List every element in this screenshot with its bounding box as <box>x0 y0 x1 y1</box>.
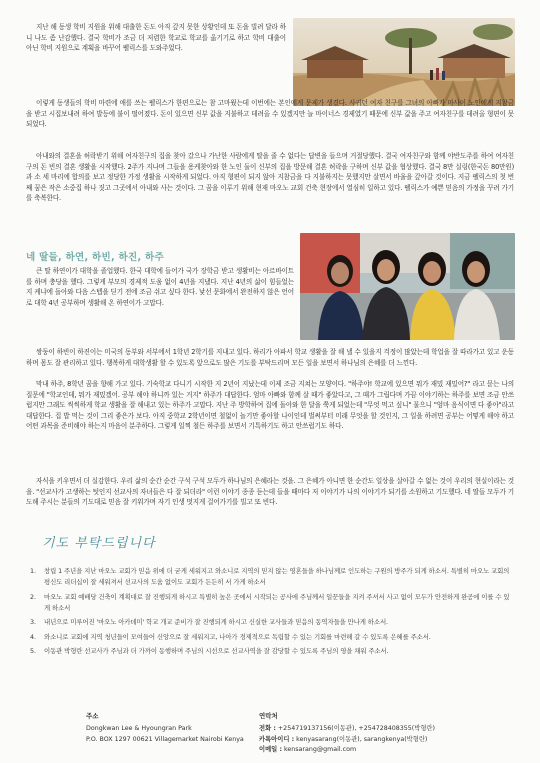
prayer-item: 5. 이동관 박형란 선교사가 주님과 더 가까이 동행하며 주님의 시선으로 선교사역을 잘 감당할 수 있도록 주님의 영을 채워 주소서. <box>30 646 389 655</box>
prayer-item: 2. 마오노 교회 예배당 건축이 계획대로 잘 진행되게 하시고 특별히 높은 곳에서 시작되는 공사에 주님께서 일꾼들을 지켜 주셔서 사고 없이 모두가 안전하게 완공에 이를 수 있게 하소서 <box>30 592 510 612</box>
section-heading-daughters: 네 딸들, 하연, 하빈, 하진, 하주 <box>26 252 164 263</box>
contact-email: 이메일 : kensarang@gmail.com <box>259 746 357 753</box>
paragraph-twins: 쌍둥이 하빈이 하진이는 미국의 동부와 서부에서 1학년 2학기를 지내고 있다. 하리가 아파서 학교 생활을 잘 해 낼 수 있을지 걱정이 많았는데 학업을 잘 따라가고 있고 운동하며 몸도 잘 관리하고 있다. 행복하게 대학생활 할 수 있도록 앞으로도 많은 기도를 부탁드리며 모든 일을 보면서 하나님의 은혜를 더 느낀다. <box>26 348 514 367</box>
prayer-item: 1. 창립 1 주년을 지난 마오노 교회가 믿음 위에 더 굳게 세워지고 와소니로 지역의 믿지 않는 영혼들을 하나님께로 인도하는 구원의 방주가 되게 하소서. 특별히 마오노 교회의 평신도 리더십이 잘 세워져서 선교사의 도움 없이도 교회가 든든히 서 가게 하소서 <box>30 567 510 587</box>
daughters-photo-art <box>300 233 515 340</box>
paragraph-felix-tuition: 지난 해 동생 학비 지원을 위해 대출한 돈도 아직 갚지 못한 상황인데 또 돈을 빌려 달라 하니 나도 좀 난감했다. 결국 학비가 조금 더 저렴한 학교로 학교를 옮기기로 하고 학비 대출이 아닌 학비 지원으로 계획을 바꾸어 펠릭스를 도와주었다. <box>26 23 286 53</box>
contact-label: 연락처 <box>259 712 278 720</box>
contact-block <box>259 724 529 756</box>
prayer-item: 4. 와소니로 교회에 지역 청년들이 모여들어 신앙으로 잘 세워지고, 나아가 경제적으로 독립할 수 있는 기회를 마련해 갈 수 있도록 은혜를 주소서. <box>30 632 431 641</box>
address-line-name: Dongkwan Lee & Hyoungran Park <box>86 725 192 732</box>
contact-kakao: 카톡아이디 : kenyasarang(이동관), sarangkenya(박형란) <box>259 735 428 743</box>
village-photo-art <box>293 18 515 106</box>
prayer-request-title: 기도 부탁드립니다 <box>42 536 156 551</box>
daughters-photo <box>300 233 515 340</box>
paragraph-felix-marriage: 아내와의 결혼을 허락받기 위해 여자친구의 집을 찾아 갔으나 가난한 사람에게 딸을 줄 수 없다는 답변을 들으며 거절당했다. 결국 여자친구와 함께 야반도주를 하여 여자친구의 돈 빈의 결혼 생활을 시작했다. 2주가 지나며 그들을 용케찾아와 한 노인 둘이 신부의 집을 방문해 결혼 허락을 구하며 신부 값을 협상했다. 결국 8만 실링(한국돈 80만원)과 소 세 마리에 합의를 보고 정당한 가정 생활을 시작하게 되었다. 아직 형편이 되지 않아 지참금을 다 지불하지는 못했지만 살면서 바울을 갚아갈 것이다. 지금 펠릭스의 첫 번째 꿈은 작은 소중집 하나 짓고 그곳에서 아내와 사는 것이다. 그 꿈을 이루기 위해 현재 마오노 교회 건축 현장에서 열심히 일하고 있다. 펠릭스가 예쁜 믿음의 가정을 꾸려 가기를 축복한다. <box>26 152 514 203</box>
paragraph-grace: 자식을 키우면서 더 실감한다. 우리 삶의 순간 순간 구석 구석 모두가 하나님의 은혜라는 것을. 그 은혜가 아니면 한 순간도 일상을 살아갈 수 없는 것이 우리의 현실이라는 것을. "선교사가 고생하는 텃인지 선교사의 자녀들은 다 잘 되더라" 이런 이야기 종종 듣는데 들을 때마다 저 이야기가 나의 이야기가 되기를 소원하고 기도했다. 네 딸들 모두가 기도해 주시는 분들의 기도대로 믿음 잘 키워가며 자기 인생 멋지게 걸어가기를 빌고 또 빈다. <box>26 477 514 507</box>
paragraph-felix-girlfriend: 이렇게 동생들의 학비 마련에 애를 쓰는 펠릭스가 한편으로는 참 고마웠는데 이번에는 본인에게 문제가 생겼다. 사귀던 여자 친구를 그녀의 아빠가 마사이 노인에게 지참금을 받고 시집보내려 하여 발등에 불이 떨어졌다. 돈이 있으면 신부 값을 지불하고 데려올 수 있겠지만 늘 마이너스 경제였기 때문에 신부 값을 주고 여자친구를 데려올 형편이 못 되었다. <box>26 99 514 129</box>
paragraph-haju: 막내 하주, 8학년 꿈을 향해 가고 있다. 기숙학교 다니기 시작한 지 2년이 지났는데 이제 조금 지쳐는 모양이다. "하주야! 학교에 있으면 뭐가 재밌 재밌어?" 라고 묻는 나의 질문에 "학교인데, 뭐가 재밌겠어. 공부 해야 하니까 있는 거지" 하주가 대답한다. 엄마 아빠와 함께 살 때가 좋았다고, 그 때가 그립다며 가끔 이야기하는 하주를 보면 조금 안쓰럽지만 그래도 씩씩하게 학교 생활을 잘 해내고 있는 하주가 고맙다. 지난 주 방학하여 집에 돌아와 한 달을 쭉게 되었는데 "무엇 먹고 싶니" 물으니 "엄마 음식이면 다 좋아"라고 대답한다. 집 밥 먹는 것이 그리 좋은가 보다. 아직 중학교 2학년이면 철없이 놀기만 좋아할 나이인데 벌써부터 미래 무엇을 할 것인지, 그 일을 하려면 공부는 어떻게 해야 하고 어떤 과목을 준비해야 하는지 마음이 분주하다. 그렇게 일찍 철든 하주를 보면서 기특하기도 하고 안쓰럽기도 하다. <box>26 380 514 431</box>
address-block <box>86 724 286 745</box>
address-line-box: P.O. BOX 1297 00621 Villagemarket Nairobi Kenya <box>86 735 244 743</box>
paragraph-hayeon: 큰 딸 하연이가 대학을 졸업했다. 한국 대학에 들어가 국가 장학금 받고 생활비는 아르바이트를 하며 충당을 했다. 그렇게 부모의 경제적 도움 없이 4년을 지냈다. 지난 4년의 삶이 힘들었는지 케냐에 돌아와 다음 스텝을 딛기 전에 조금 쉬고 싶다 한다. 낯선 문화에서 완전하지 않은 언어로 대학 4년 공부하며 생활해 온 하연이가 고맙다. <box>26 267 294 307</box>
prayer-item: 3. 내년으로 미루어진 '마오노 아카데미' 학교 개교 준비가 잘 진행되게 하시고 신실한 교사들과 믿음의 동역자들을 만나게 하소서. <box>30 618 388 627</box>
contact-phone: 전화 : +254719137156(이동관), +254728408355(박형란) <box>259 725 435 732</box>
village-photo <box>293 18 515 106</box>
address-label: 주소 <box>86 712 99 720</box>
prayer-list <box>30 566 510 660</box>
